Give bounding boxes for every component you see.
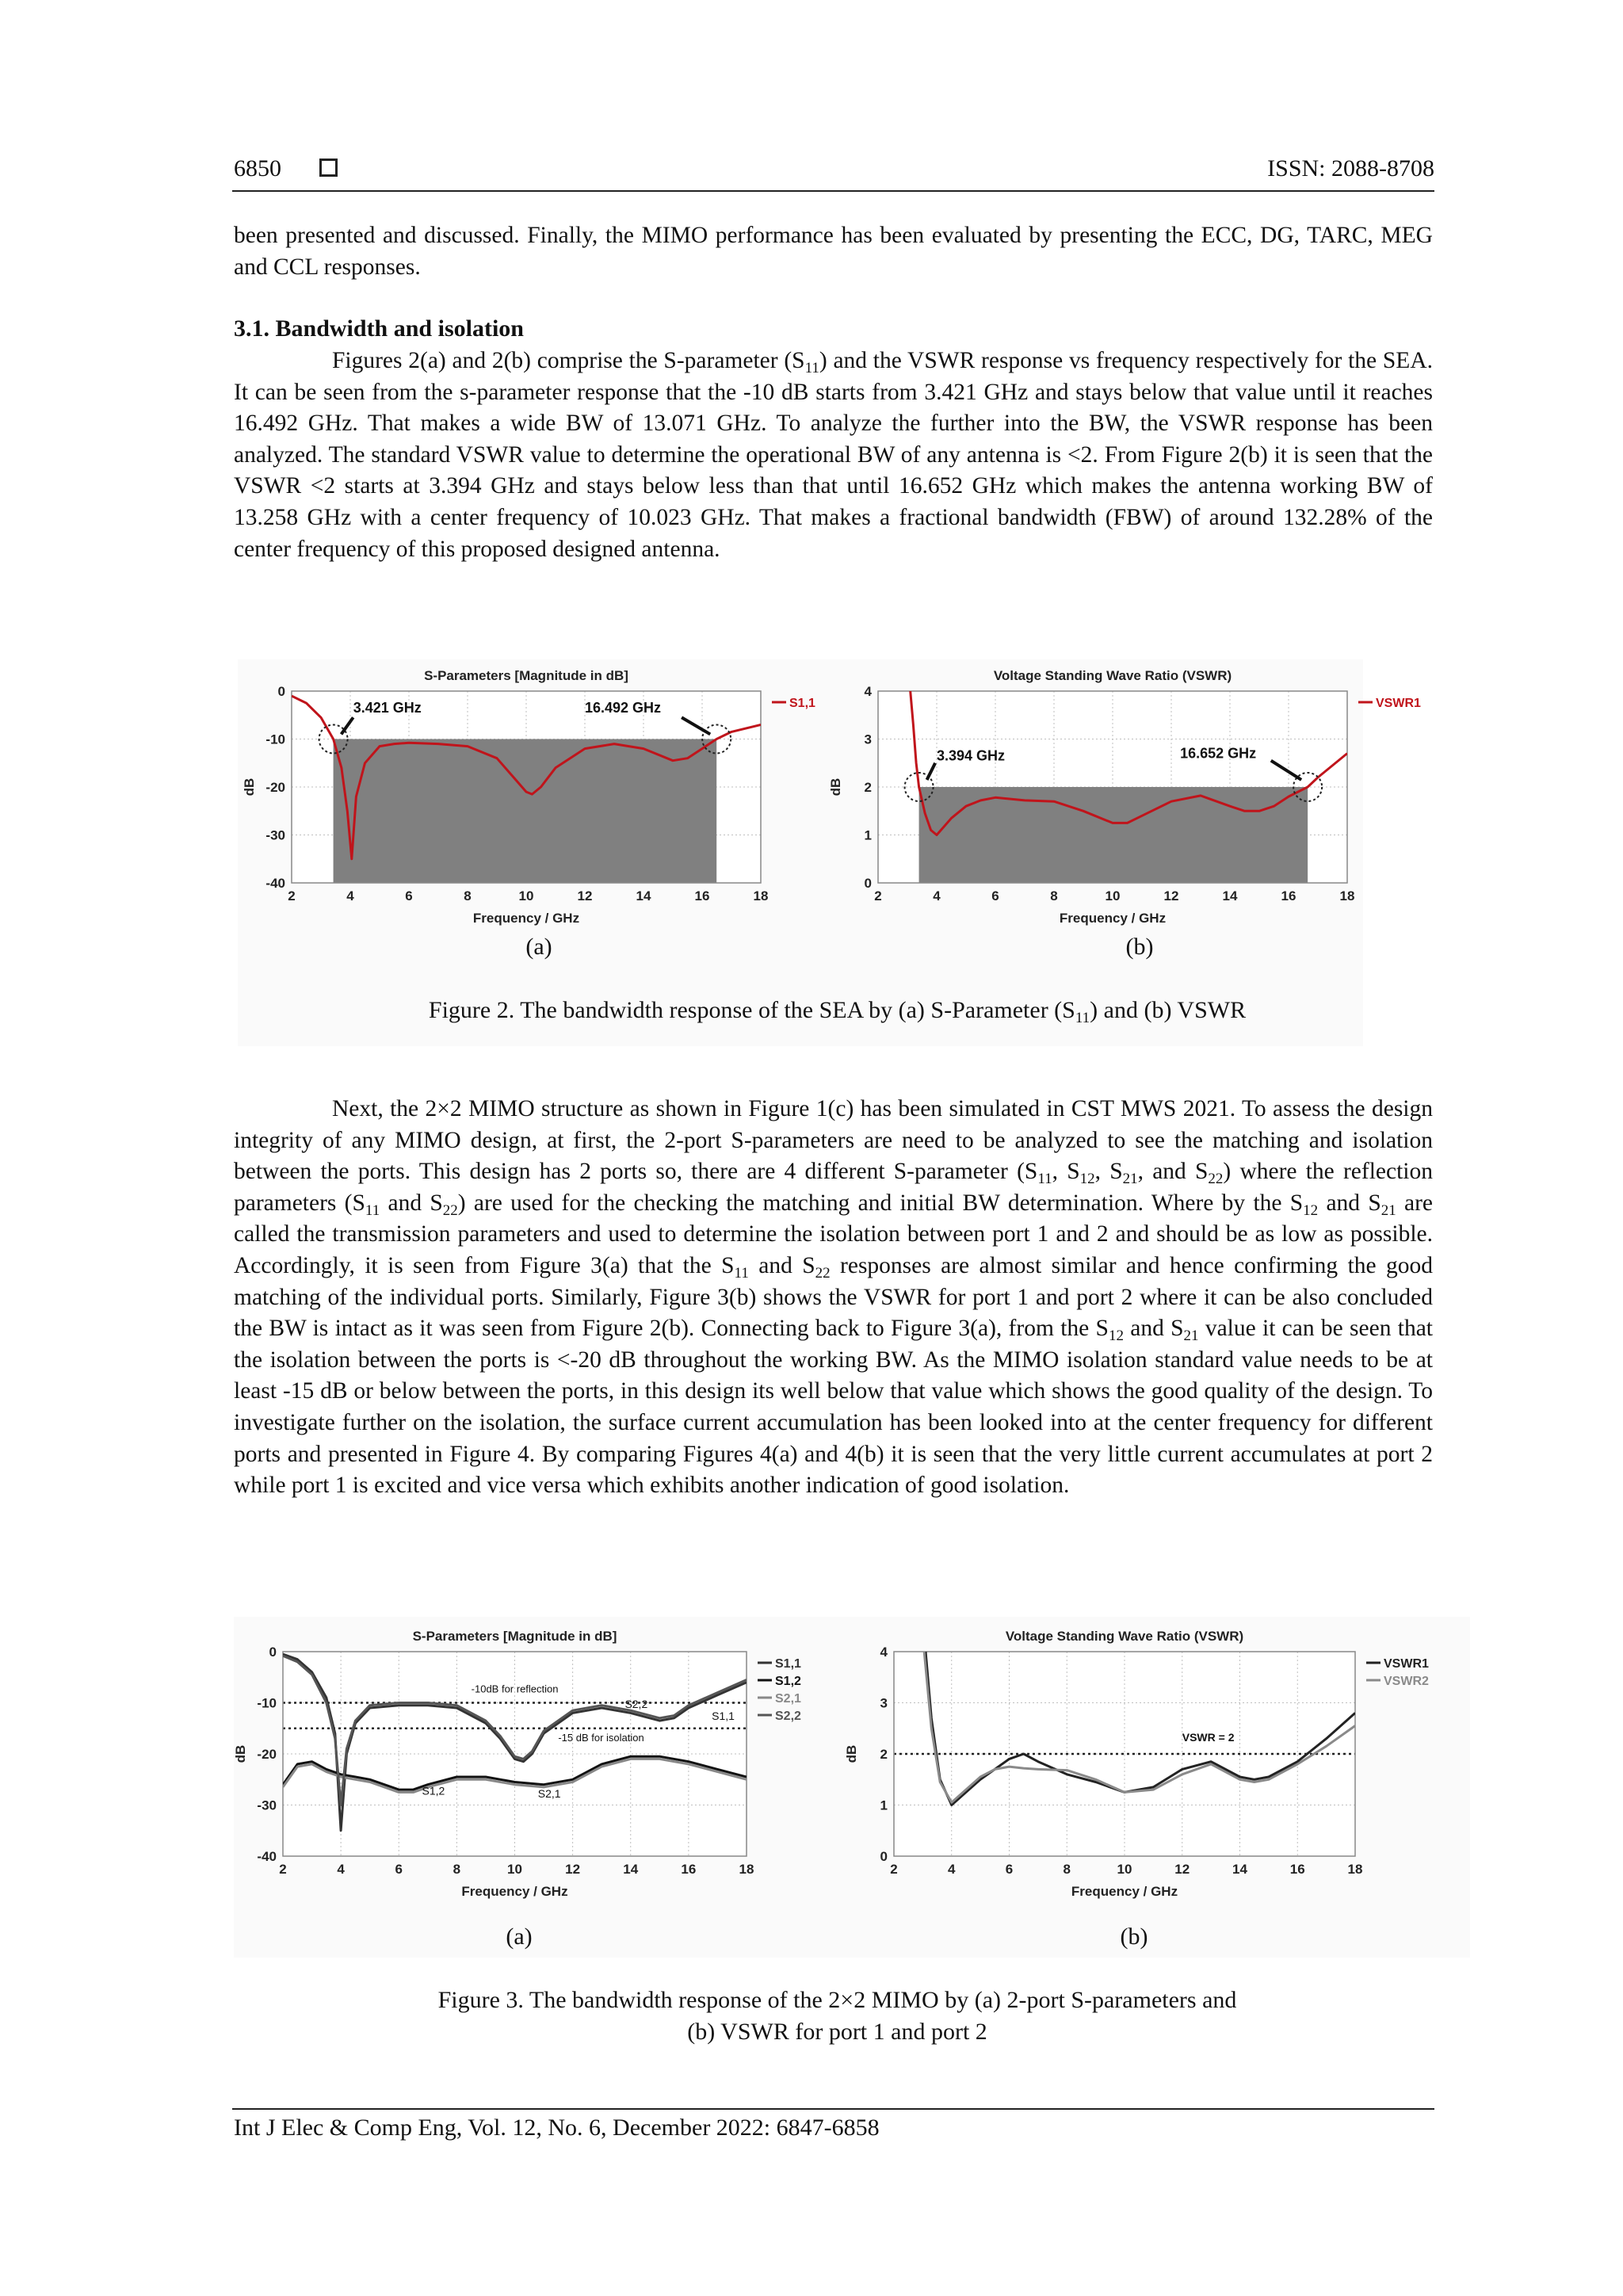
legend-label: S1,1 [789, 697, 815, 710]
x-tick-label: 6 [1005, 1862, 1014, 1877]
figure-2b-chart [824, 659, 1421, 961]
x-tick-label: 10 [518, 888, 534, 904]
intro-paragraph [234, 220, 1433, 283]
x-tick-label: 4 [933, 888, 941, 904]
figure-3b-chart [840, 1617, 1458, 1918]
y-tick-label: 0 [277, 684, 285, 699]
x-tick-label: 10 [507, 1862, 522, 1877]
x-axis-label: Frequency / GHz [472, 911, 580, 926]
y-axis-label: dB [242, 777, 257, 797]
y-tick-label: 2 [880, 1747, 888, 1762]
x-tick-label: 8 [453, 1862, 461, 1877]
figure-3-caption [238, 1985, 1437, 2048]
y-tick-label: -40 [265, 876, 285, 891]
x-tick-label: 12 [565, 1862, 581, 1877]
x-axis-label: Frequency / GHz [461, 1884, 568, 1899]
x-tick-label: 10 [1117, 1862, 1132, 1877]
x-tick-label: 12 [577, 888, 593, 904]
x-tick-label: 8 [464, 888, 472, 904]
y-tick-label: 0 [269, 1645, 277, 1660]
body-paragraph-2 [234, 1094, 1433, 1502]
y-tick-label: 4 [864, 684, 872, 699]
x-tick-label: 2 [279, 1862, 287, 1877]
issn: ISSN: 2088-8708 [1267, 155, 1434, 181]
reference-label-isolation: -15 dB for isolation [558, 1731, 644, 1744]
x-tick-label: 2 [288, 888, 296, 904]
legend-label: S1,2 [775, 1675, 801, 1688]
x-tick-label: 2 [890, 1862, 898, 1877]
body-paragraph-1 [234, 346, 1433, 565]
paragraph-2: Next, the 2×2 MIMO structure as shown in Figure 1(c) has been simulated in CST MWS 2021. To assess the design integrity of any MIMO design, at first, the 2-port S-parameters are need to be analyzed to see the matching and isolation between the ports. This design has 2 ports so, there are 4 different S-parameter ($S_{11}$, $S_{12}$, $S_{21}$, and $S_{22}$) where the reflection parameters ($S_{11}$ and $S_{22}$) are used for the checking the matching and initial BW determination. Where by the $S_{12}$ and $S_{21}$ are called the transmission parameters and used to determine the isolation between port 1 and 2 and should be as low as possible. Accordingly, it is seen from Figure 3(a) that the $S_{11}$ and $S_{22}$ responses are almost similar and hence confirming the good matching of the individual ports. Similarly, Figure 3(b) shows the VSWR for port 1 and port 2 where it can be also concluded the BW is intact as it was seen from Figure 2(b). Connecting back to Figure 3(a), from the $S_{12}$ and $S_{21}$ value it can be seen that the isolation between the ports is <-20 dB throughout the working BW. As the MIMO isolation standard value needs to be at least -15 dB or below between the ports, in this design its well below that value which shows the good quality of the design. To investigate further on the isolation, the surface current accumulation has been looked into at the center frequency for different ports and presented in Figure 4. By comparing Figures 4(a) and 4(b) it is seen that the very little current accumulates at port 2 while port 1 is excited and vice versa which exhibits another indication of good isolation. [234, 1096, 1434, 1499]
x-axis-label: Frequency / GHz [1059, 911, 1167, 926]
y-axis-label: dB [233, 1744, 248, 1763]
chart-title: S-Parameters [Magnitude in dB] [412, 1629, 617, 1644]
annotation-16-652-ghz: 16.652 GHz [1180, 745, 1257, 762]
y-tick-label: -40 [257, 1849, 277, 1864]
x-tick-label: 14 [1222, 888, 1238, 904]
reference-label-reflection: -10dB for reflection [471, 1683, 559, 1695]
header-rule [232, 190, 1434, 192]
x-tick-label: 4 [337, 1862, 345, 1877]
y-tick-label: -10 [265, 732, 285, 747]
x-tick-label: 6 [405, 888, 413, 904]
annotation-3-394-ghz: 3.394 GHz [937, 747, 1006, 764]
legend-label: VSWR2 [1384, 1675, 1429, 1688]
chart-title: S-Parameters [Magnitude in dB] [424, 668, 628, 683]
legend-label: S2,1 [775, 1692, 801, 1706]
y-tick-label: 3 [880, 1695, 888, 1711]
x-tick-label: 18 [753, 888, 769, 904]
figure-2 [238, 659, 1421, 1046]
page-number: 6850 [234, 155, 281, 181]
y-tick-label: -10 [257, 1695, 277, 1711]
reference-label-vswr: VSWR = 2 [1182, 1730, 1235, 1744]
x-tick-label: 18 [1347, 1862, 1363, 1877]
x-tick-label: 18 [739, 1862, 754, 1877]
x-tick-label: 16 [1281, 888, 1296, 904]
y-tick-label: -30 [265, 827, 285, 843]
figure-2b-label: (b) [1125, 934, 1154, 960]
chart-title: Voltage Standing Wave Ratio (VSWR) [993, 668, 1232, 683]
section-heading: 3.1. Bandwidth and isolation [234, 315, 524, 342]
y-tick-label: 1 [864, 827, 872, 843]
paragraph-1: Figures 2(a) and 2(b) comprise the S-parameter $(S_{11})$ and the VSWR response vs frequency respectively for the SEA. It can be seen from the s-parameter response that the -10 dB starts from 3.421 GHz and stays below that value until it reaches 16.492 GHz. That makes a wide BW of 13.071 GHz. To analyze the further into the BW, the VSWR response has been analyzed. The standard VSWR value to determine the operational BW of any antenna is <2. From Figure 2(b) it is seen that the VSWR <2 starts at 3.394 GHz and stays below less than that until 16.652 GHz which makes the antenna working BW of 13.258 GHz with a center frequency of 10.023 GHz. That makes a fractional bandwidth (FBW) of around 132.28% of the center frequency of this proposed designed antenna. [234, 348, 1433, 562]
annotation-16-492-ghz: 16.492 GHz [585, 700, 662, 716]
figure-3-caption-line-1: Figure 3. The bandwidth response of the 2×2 MIMO by (a) 2-port S-parameters and [437, 1987, 1237, 2013]
legend-label: S1,1 [775, 1657, 801, 1671]
figure-3b-label: (b) [1120, 1924, 1148, 1950]
curve-label-s21: S2,1 [537, 1786, 561, 1800]
figure-3a-label: (a) [506, 1924, 533, 1950]
y-tick-label: 0 [880, 1849, 888, 1864]
legend-label: S2,2 [775, 1710, 801, 1723]
x-tick-label: 6 [991, 888, 999, 904]
x-tick-label: 4 [346, 888, 354, 904]
x-tick-label: 18 [1339, 888, 1355, 904]
curve-label-s12: S1,2 [422, 1784, 445, 1797]
y-tick-label: -20 [265, 780, 285, 795]
y-axis-label: dB [828, 777, 843, 797]
x-tick-label: 14 [1232, 1862, 1247, 1877]
curve-label-s22: S2,2 [624, 1697, 648, 1710]
x-tick-label: 8 [1050, 888, 1058, 904]
footer-citation: Int J Elec & Comp Eng, Vol. 12, No. 6, December 2022: 6847-6858 [234, 2115, 880, 2141]
y-tick-label: 4 [880, 1645, 888, 1660]
figure-3a-chart [234, 1617, 836, 1918]
legend-label: VSWR1 [1376, 697, 1421, 710]
figure-2a-chart [238, 659, 824, 961]
x-tick-label: 8 [1063, 1862, 1071, 1877]
x-tick-label: 14 [623, 1862, 639, 1877]
x-tick-label: 12 [1174, 1862, 1190, 1877]
x-tick-label: 10 [1105, 888, 1121, 904]
legend-label: VSWR1 [1384, 1657, 1429, 1671]
x-tick-label: 4 [948, 1862, 956, 1877]
x-tick-label: 16 [681, 1862, 697, 1877]
y-tick-label: 2 [864, 780, 872, 795]
chart-title: Voltage Standing Wave Ratio (VSWR) [1005, 1629, 1244, 1644]
intro-text: been presented and discussed. Finally, the MIMO performance has been evaluated by presenting the ECC, DG, TARC, MEG and CCL responses. [234, 223, 1433, 280]
figure-2-caption: Figure 2. The bandwidth response of the SEA by (a) S-Parameter $(S_{11})$ and (b) VSWR [428, 997, 1247, 1026]
x-tick-label: 16 [694, 888, 710, 904]
x-tick-label: 14 [636, 888, 651, 904]
figure-3-caption-line-2: (b) VSWR for port 1 and port 2 [687, 2019, 987, 2045]
y-tick-label: -20 [257, 1747, 277, 1762]
bandwidth-region [334, 739, 717, 884]
y-axis-label: dB [844, 1744, 859, 1763]
x-tick-label: 2 [874, 888, 882, 904]
y-tick-label: 0 [864, 876, 872, 891]
curve-label-s11: S1,1 [712, 1709, 735, 1722]
y-tick-label: 3 [864, 732, 872, 747]
figure-2a-label: (a) [525, 934, 552, 960]
x-tick-label: 6 [395, 1862, 403, 1877]
y-tick-label: -30 [257, 1797, 277, 1813]
x-tick-label: 16 [1289, 1862, 1305, 1877]
x-tick-label: 12 [1163, 888, 1179, 904]
y-tick-label: 1 [880, 1797, 888, 1813]
checkbox-glyph-icon [319, 159, 338, 179]
footer-rule [232, 2108, 1434, 2110]
figure-3 [234, 1617, 1470, 1958]
x-axis-label: Frequency / GHz [1071, 1884, 1178, 1899]
annotation-3-421-ghz: 3.421 GHz [353, 700, 422, 716]
